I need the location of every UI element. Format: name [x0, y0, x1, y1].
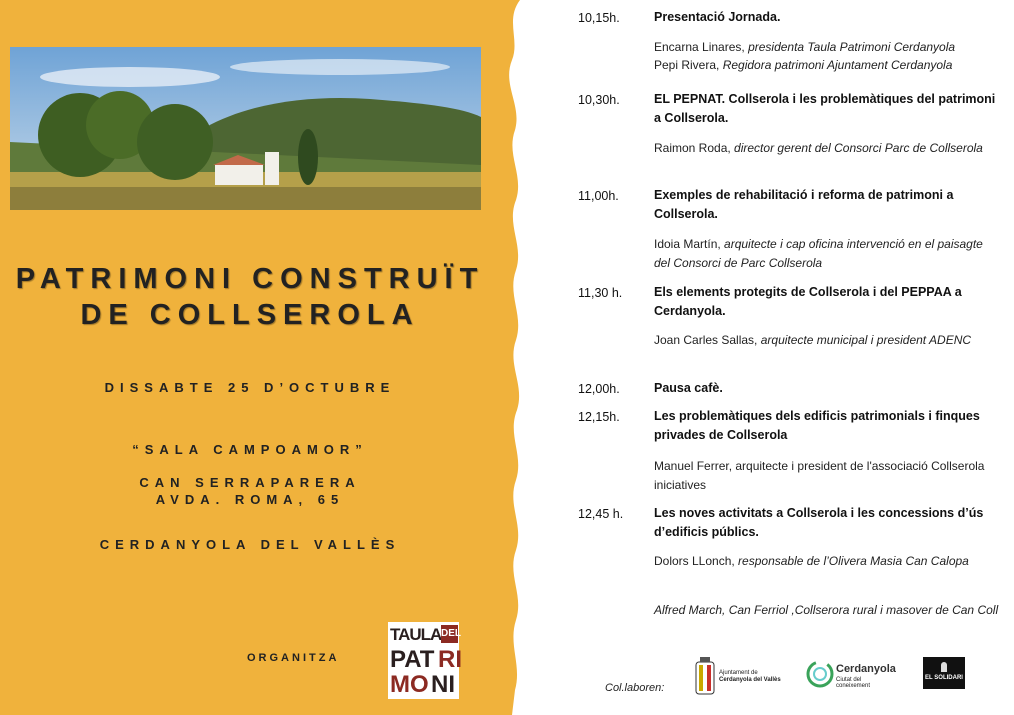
- collaborators-label: Col.laboren:: [605, 682, 665, 694]
- event-venue: “SALA CAMPOAMOR”: [132, 442, 368, 457]
- session-title: Les noves activitats a Collserola i les concessions d’ús d’edificis públics.: [654, 506, 984, 539]
- session-title: Pausa cafè.: [654, 381, 723, 395]
- ajuntament-logo: [694, 656, 794, 696]
- ajuntament-shield-icon: [694, 656, 716, 696]
- session-time: 12,00h.: [578, 382, 620, 396]
- session-time: 10,15h.: [578, 11, 620, 25]
- logo-text-ri: RI: [438, 646, 462, 673]
- logo-text-mo: MO: [390, 671, 429, 698]
- session-time: 11,30 h.: [578, 286, 623, 300]
- session-title: Els elements protegits de Collserola i del PEPPAA a Cerdanyola.: [654, 285, 962, 318]
- speaker: Joan Carles Sallas, arquitecte municipal i president ADENC: [654, 333, 972, 347]
- speaker: Dolors LLonch, responsable de l’Olivera Masia Can Calopa: [654, 554, 969, 568]
- event-title-line1: PATRIMONI CONSTRUÏT: [15, 263, 485, 295]
- cerdanyola-text: Cerdanyola: [836, 663, 896, 675]
- session-title: Exemples de rehabilitació i reforma de patrimoni a Collserola.: [654, 188, 954, 221]
- logo-text-ni: NI: [431, 671, 455, 698]
- logo-text-del: DEL: [441, 625, 458, 643]
- session-title: Presentació Jornada.: [654, 10, 781, 24]
- landscape-photo: [10, 47, 481, 210]
- speaker: Manuel Ferrer, arquitecte i president de l'associació Collserola iniciatives: [654, 459, 985, 492]
- organizer-label: ORGANITZA: [247, 652, 340, 664]
- speaker: Raimon Roda, director gerent del Consorci Parc de Collserola: [654, 141, 983, 155]
- session-time: 10,30h.: [578, 93, 620, 107]
- session-title: EL PEPNAT. Collserola i les problemàtiques del patrimoni a Collserola.: [654, 92, 996, 125]
- cerdanyola-subtext-1: Ciutat del: [836, 677, 862, 683]
- taula-patrimoni-logo: [388, 622, 462, 699]
- event-date: DISSABTE 25 D’OCTUBRE: [104, 380, 396, 395]
- logo-text-taula: TAULA: [390, 625, 442, 644]
- session-time: 12,45 h.: [578, 507, 624, 521]
- ajuntament-text-1: Ajuntament de: [719, 670, 758, 676]
- el-solidari-figure-icon: [941, 662, 947, 672]
- speaker: Pepi Rivera, Regidora patrimoni Ajuntament Cerdanyola: [654, 58, 953, 72]
- session-time: 11,00h.: [578, 189, 619, 203]
- ajuntament-text-2: Cerdanyola del Vallès: [719, 677, 781, 683]
- el-solidari-text: EL SOLIDARI: [925, 675, 963, 681]
- event-title-line2: DE COLLSEROLA: [80, 299, 420, 331]
- session-title: Les problemàtiques dels edificis patrimonials i finques privades de Collserola: [654, 409, 980, 442]
- speaker: Encarna Linares, presidenta Taula Patrimoni Cerdanyola: [654, 40, 956, 54]
- session-time: 12,15h.: [578, 410, 620, 424]
- speaker: Alfred March, Can Ferriol ,Collserora rural i masover de Can Coll: [654, 603, 999, 617]
- event-address: AVDA. ROMA, 65: [155, 492, 345, 507]
- speaker: Idoia Martín, arquitecte i cap oficina intervenció en el paisagte del Consorci de Parc Collserola: [654, 237, 983, 270]
- logo-text-pat: PAT: [390, 646, 435, 673]
- cerdanyola-circle-icon: [806, 660, 834, 688]
- el-solidari-logo: [923, 657, 965, 689]
- cerdanyola-subtext-2: coneixement: [836, 683, 871, 689]
- event-city: CERDANYOLA DEL VALLÈS: [99, 537, 401, 552]
- cerdanyola-logo: [806, 660, 906, 692]
- event-place: CAN SERRAPARERA: [139, 475, 361, 490]
